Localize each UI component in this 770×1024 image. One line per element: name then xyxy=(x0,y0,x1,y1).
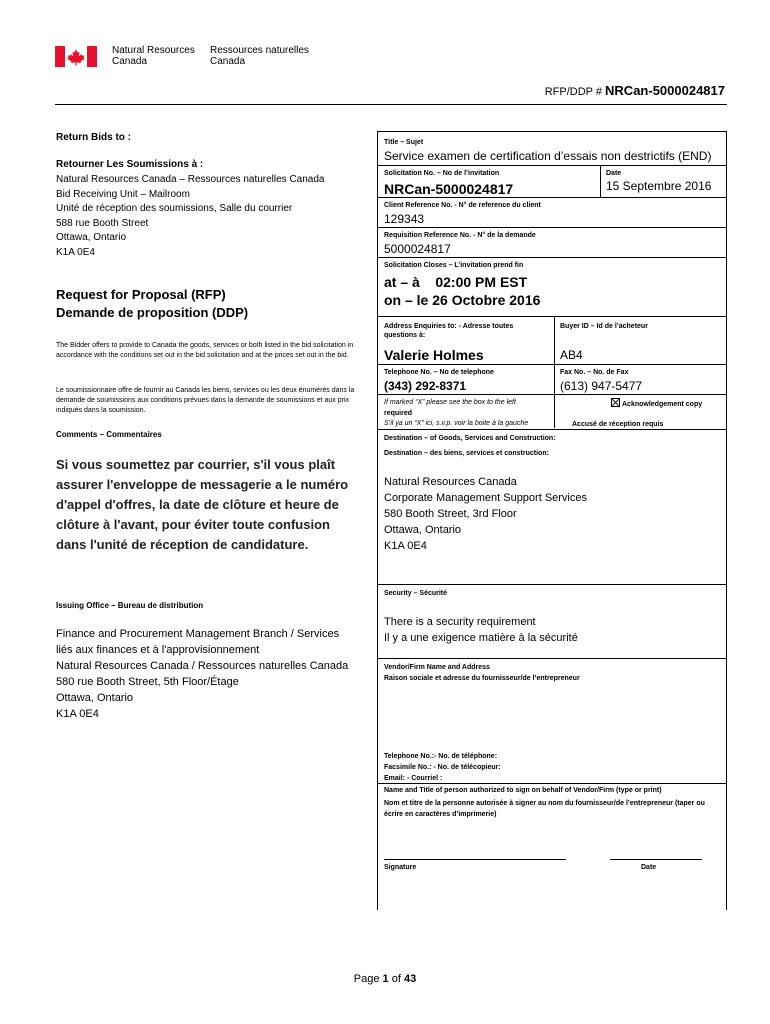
bidder-offer-fr: Le soumissionnaire offre de fournir au Canada les biens, services ou les deux énumérés dans la demande de soumissions aux conditions prévues dans la demande de soumissions et aux prix indiqués dans la soumission. xyxy=(56,387,355,414)
dept-name-fr xyxy=(210,45,309,67)
phone-value: (343) 292-8371 xyxy=(384,379,467,393)
buyer-id-value: AB4 xyxy=(560,348,583,362)
destination-line: 580 Booth Street, 3rd Floor xyxy=(384,508,517,520)
rfp-number-line xyxy=(0,83,725,98)
destination-label-en: Destination – of Goods, Services and Construction: xyxy=(384,435,556,442)
issuing-line: 580 rue Booth Street, 5th Floor/Étage xyxy=(56,676,239,688)
dept-fr-line: Canada xyxy=(210,56,246,67)
address-line: K1A 0E4 xyxy=(56,246,95,258)
rfp-title-en: Request for Proposal (RFP) xyxy=(56,287,226,302)
rfp-title-fr: Demande de proposition (DDP) xyxy=(56,305,249,320)
row-divider xyxy=(378,364,726,365)
closes-label: Solicitation Closes – L’invitation prend fin xyxy=(384,262,524,269)
phone-label: Telephone No. – No de telephone xyxy=(384,369,494,376)
dept-en-line: Natural Resources xyxy=(112,45,195,56)
fax-value: (613) 947-5477 xyxy=(560,379,643,393)
rfp-prefix: RFP/DDP # xyxy=(544,86,606,98)
row-divider xyxy=(378,394,726,395)
destination-line: K1A 0E4 xyxy=(384,540,427,552)
acknowledgement-checkbox[interactable] xyxy=(611,398,620,407)
contact-name: Valerie Holmes xyxy=(384,347,484,363)
destination-address xyxy=(384,474,587,554)
canada-flag-icon xyxy=(55,46,97,67)
issuing-office-label: Issuing Office – Bureau de distribution xyxy=(56,601,204,610)
required-label: required xyxy=(384,410,413,417)
return-bids-label: Return Bids to : xyxy=(56,132,131,143)
page-indicator xyxy=(0,973,770,985)
signature-label: Signature xyxy=(384,864,417,871)
solicitation-value: NRCan-5000024817 xyxy=(384,181,514,197)
address-line: 588 rue Booth Street xyxy=(56,217,149,229)
page-number: 1 xyxy=(382,973,389,985)
row-divider xyxy=(378,429,726,430)
marked-x-note-en: If marked “X” please see the box to the left xyxy=(384,399,516,406)
vendor-fax-label: Facsimile No.: - No. de télécopieur: xyxy=(384,764,501,771)
name-title-label-fr: Nom et titre de la personne autorisée à signer au nom du fournisseur/de l’entrepreneur (taper ou écrire en caractères d’imprimerie) xyxy=(384,800,705,818)
row-divider xyxy=(378,227,726,228)
destination-line: Natural Resources Canada xyxy=(384,476,517,488)
vendor-label-fr: Raison sociale et adresse du fournisseur/de l’entrepreneur xyxy=(384,675,580,682)
row-divider xyxy=(378,257,726,258)
header-divider xyxy=(55,104,727,105)
comments-label: Comments – Commentaires xyxy=(56,430,162,439)
destination-line: Ottawa, Ontario xyxy=(384,524,462,536)
destination-label-fr: Destination – des biens, services et construction: xyxy=(384,450,549,457)
acknowledgement-fr: Accusé de réception requis xyxy=(572,421,664,428)
requisition-label: Requisition Reference No. - N° de la demande xyxy=(384,232,536,239)
rfp-number: NRCan-5000024817 xyxy=(605,83,725,98)
signature-date-label: Date xyxy=(641,864,657,871)
security-label: Security – Sécurité xyxy=(384,590,448,597)
solicitation-form-table xyxy=(377,131,727,910)
col-divider xyxy=(600,165,601,197)
row-divider xyxy=(378,316,726,317)
signature-line xyxy=(384,859,566,860)
security-fr: Il y a une exigence matière à la sécurité xyxy=(384,632,578,644)
closes-date: on – le 26 Octobre 2016 xyxy=(384,292,541,308)
return-address xyxy=(56,173,356,260)
address-line: Unité de réception des soumissions, Salle du courrier xyxy=(56,203,293,214)
title-value: Service examen de certification d’essais non destrictifs (END) xyxy=(384,149,712,163)
bidder-offer-en: The Bidder offers to provide to Canada the goods, services or both listed in the bid solicitation in accordance with the conditions set out in the bid solicitation and at the prices set out in the bid. xyxy=(56,342,354,359)
buyer-id-label: Buyer ID – Id de l’acheteur xyxy=(560,323,648,330)
issuing-line: Ottawa, Ontario xyxy=(56,692,134,704)
closes-time: at – à 02:00 PM EST xyxy=(384,274,528,290)
page-prefix: Page xyxy=(353,973,383,985)
row-divider xyxy=(378,658,726,659)
issuing-line: Finance and Procurement Management Branch / Services xyxy=(56,628,340,640)
address-line: Bid Receiving Unit – Mailroom xyxy=(56,188,190,200)
rfp-title xyxy=(56,286,248,322)
vendor-telephone-label: Telephone No.:- No. de téléphone: xyxy=(384,753,498,760)
address-line: Ottawa, Ontario xyxy=(56,232,127,243)
dept-en-line: Canada xyxy=(112,56,148,67)
address-line: Natural Resources Canada – Ressources naturelles Canada xyxy=(56,174,325,185)
solicitation-label: Solicitation No. – No de l’invitation xyxy=(384,170,500,177)
date-value: 15 Septembre 2016 xyxy=(606,179,712,193)
issuing-line: liés aux finances et à l'approvisionnement xyxy=(56,644,260,656)
requisition-value: 5000024817 xyxy=(384,242,451,256)
client-ref-value: 129343 xyxy=(384,212,425,226)
dept-fr-line: Ressources naturelles xyxy=(210,45,309,56)
vendor-label-en: Vendor/Firm Name and Address xyxy=(384,664,490,671)
acknowledgement-copy xyxy=(611,398,702,409)
issuing-line: K1A 0E4 xyxy=(56,708,99,720)
comments-text: Si vous soumettez par courrier, s'il vous plaît assurer l'enveloppe de messagerie a le numéro d'appel d'offres, la date de clôture et heure de clôture à l'avant, pour éviter toute confusion dans l'unité de réception de candidature. xyxy=(56,457,349,552)
marked-x-note-fr: S’il ya un “X” ici, s.v.p. voir la boite à la gauche xyxy=(384,420,529,427)
dept-name-en xyxy=(112,45,195,67)
security-text xyxy=(384,614,578,646)
date-line xyxy=(610,859,702,860)
date-label: Date xyxy=(606,170,622,177)
acknowledgement-label: Acknowledgement copy xyxy=(622,401,703,408)
security-en: There is a security requirement xyxy=(384,616,536,628)
page-of: of xyxy=(388,973,404,985)
row-divider xyxy=(378,197,726,198)
fax-label: Fax No. – No. de Fax xyxy=(560,369,629,376)
col-divider xyxy=(554,316,555,428)
client-ref-label: Client Reference No. - N° de reference du client xyxy=(384,202,541,209)
page-total: 43 xyxy=(403,973,417,985)
issuing-office-address xyxy=(56,626,366,722)
row-divider xyxy=(378,584,726,585)
name-title-label-en: Name and Title of person authorized to sign on behalf of Vendor/Firm (type or print) xyxy=(384,787,662,794)
vendor-email-label: Email: - Courriel : xyxy=(384,775,443,782)
address-enquiries-label: Address Enquiries to: - Adresse toutes questions à: xyxy=(384,323,514,339)
issuing-line: Natural Resources Canada / Ressources naturelles Canada xyxy=(56,660,349,672)
row-divider xyxy=(378,165,726,166)
destination-line: Corporate Management Support Services xyxy=(384,492,587,504)
retourner-label: Retourner Les Soumissions à : xyxy=(56,159,204,170)
row-divider xyxy=(378,783,726,784)
title-label: Title – Sujet xyxy=(384,139,424,146)
